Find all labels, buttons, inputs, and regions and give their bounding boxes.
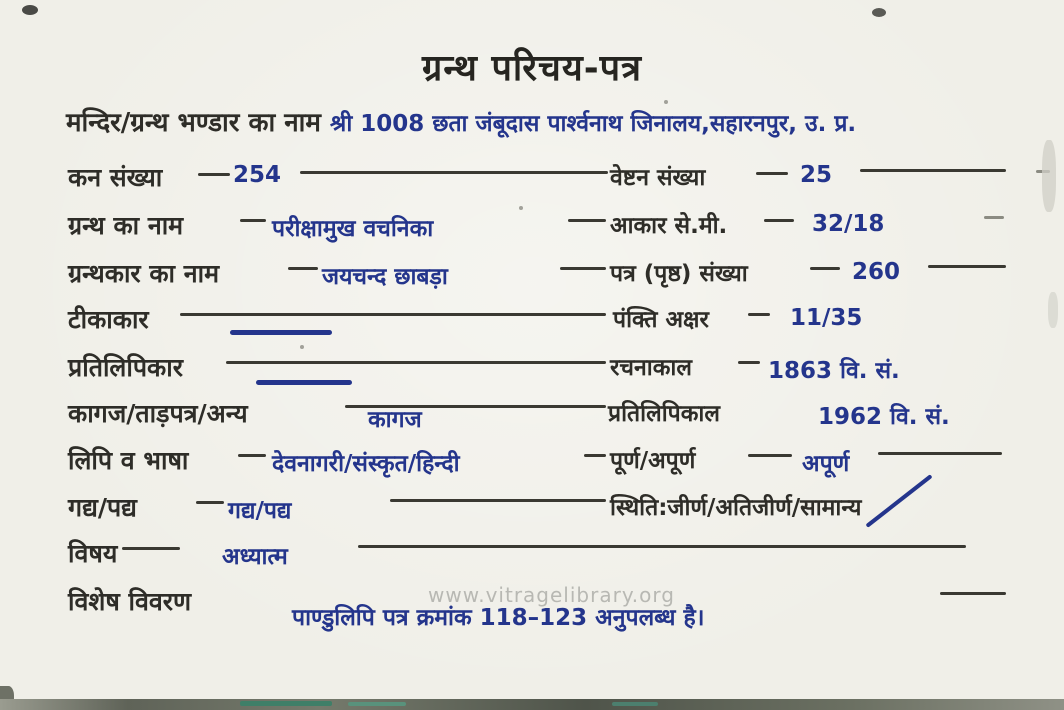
- copy-date-value: 1962 वि. सं.: [818, 404, 950, 430]
- scan-teal-mark: [348, 702, 406, 706]
- form-line: [390, 499, 606, 502]
- composition-date-value: 1863 वि. सं.: [768, 358, 900, 384]
- form-line: [240, 219, 266, 222]
- lines-letters-value: 11/35: [790, 305, 863, 331]
- form-line: [198, 173, 230, 176]
- ink-underline: [230, 330, 332, 335]
- material-label: कागज/ताड़पत्र/अन्य: [68, 399, 248, 428]
- bundle-number-value: 25: [800, 162, 833, 188]
- commentator-label: टीकाकार: [68, 305, 149, 334]
- serial-number-value: 254: [233, 162, 282, 188]
- scan-speck: [664, 100, 668, 104]
- form-line: [288, 267, 318, 270]
- form-line: [984, 216, 1004, 219]
- prose-verse-label: गद्य/पद्य: [68, 493, 137, 522]
- form-line: [584, 454, 606, 457]
- form-line: [748, 454, 792, 457]
- bhandar-name-label: मन्दिर/ग्रन्थ भण्डार का नाम: [66, 108, 321, 138]
- bhandar-name-value: श्री 1008 छता जंबूदास पार्श्वनाथ जिनालय,सहारनपुर, उ. प्र.: [330, 111, 857, 137]
- form-line: [358, 545, 966, 548]
- author-label: ग्रन्थकार का नाम: [68, 259, 220, 288]
- bundle-number-label: वेष्टन संख्या: [610, 165, 706, 191]
- subject-value: अध्यात्म: [222, 544, 288, 570]
- form-line: [748, 313, 770, 316]
- size-label: आकार से.मी.: [610, 213, 728, 239]
- form-line: [226, 361, 606, 364]
- ink-slash-mark: [865, 474, 932, 528]
- copyist-label: प्रतिलिपिकार: [68, 353, 183, 382]
- form-title: ग्रन्थ परिचय-पत्र: [422, 48, 642, 89]
- form-line: [940, 592, 1006, 595]
- special-details-value: पाण्डुलिपि पत्र क्रमांक 118–123 अनुपलब्ध है।: [292, 605, 705, 631]
- material-value: कागज: [368, 407, 422, 433]
- form-line: [928, 265, 1006, 268]
- author-value: जयचन्द छाबड़ा: [322, 264, 448, 290]
- watermark: www.vitragelibrary.org: [428, 583, 675, 607]
- scan-bottom-edge: [0, 699, 1064, 710]
- form-line: [860, 169, 1006, 172]
- size-value: 32/18: [812, 211, 885, 237]
- form-line: [810, 267, 840, 270]
- scan-blob-top-left: [22, 5, 38, 15]
- completeness-label: पूर्ण/अपूर्ण: [610, 448, 696, 474]
- scan-teal-mark: [240, 701, 332, 706]
- form-line: [568, 219, 606, 222]
- page-count-value: 260: [852, 259, 901, 285]
- form-line: [560, 267, 606, 270]
- script-language-label: लिपि व भाषा: [68, 446, 189, 475]
- prose-verse-value: गद्य/पद्य: [228, 498, 292, 524]
- granth-name-label: ग्रन्थ का नाम: [68, 211, 184, 240]
- form-line: [122, 547, 180, 550]
- scan-speck: [519, 206, 523, 210]
- form-line: [238, 454, 266, 457]
- completeness-value: अपूर्ण: [802, 451, 850, 477]
- special-details-label: विशेष विवरण: [68, 587, 192, 616]
- form-line: [878, 452, 1002, 455]
- form-line: [300, 171, 608, 174]
- form-line: [764, 219, 794, 222]
- script-language-value: देवनागरी/संस्कृत/हिन्दी: [272, 451, 460, 477]
- copy-date-label: प्रतिलिपिकाल: [608, 401, 720, 427]
- header-field: [66, 103, 1050, 139]
- form-line: [756, 172, 788, 175]
- form-line: [738, 361, 760, 364]
- granth-name-value: परीक्षामुख वचनिका: [272, 216, 434, 242]
- serial-number-label: कन संख्या: [68, 163, 163, 192]
- lines-letters-label: पंक्ति अक्षर: [613, 307, 709, 333]
- form-line: [180, 313, 606, 316]
- scan-blob-top-right: [872, 8, 886, 17]
- subject-label: विषय: [68, 539, 118, 568]
- scan-smudge-right-2: [1048, 292, 1058, 328]
- scan-speck: [300, 345, 304, 349]
- condition-label: स्थिति:जीर्ण/अतिजीर्ण/सामान्य: [610, 495, 862, 521]
- scan-smudge-right: [1042, 140, 1056, 212]
- composition-date-label: रचनाकाल: [610, 355, 692, 381]
- form-line: [196, 501, 224, 504]
- page-count-label: पत्र (पृष्ठ) संख्या: [610, 261, 748, 287]
- scan-teal-mark: [612, 702, 658, 706]
- ink-underline: [256, 380, 352, 385]
